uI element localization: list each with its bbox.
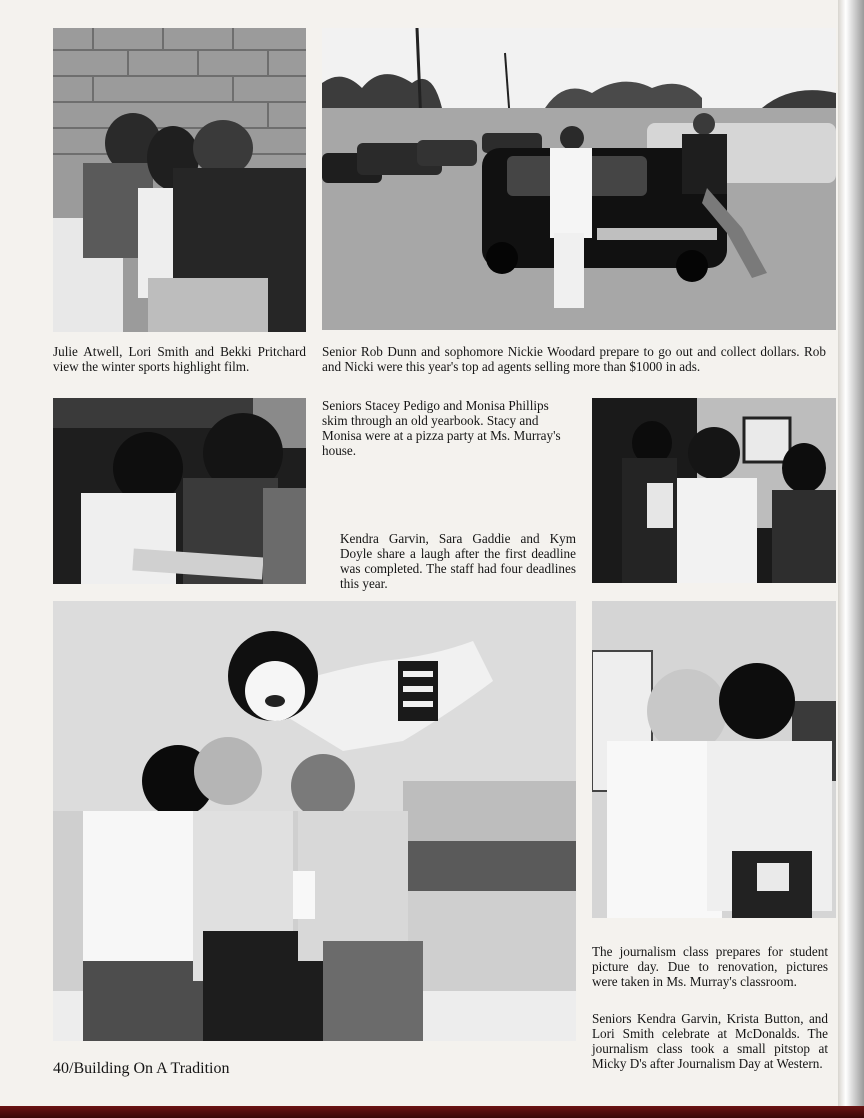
caption-mcdonalds: Seniors Kendra Garvin, Krista Button, and Lori Smith celebrate at McDonalds. The journalism class took a small pitstop at Micky D's after Journalism Day at Western. bbox=[592, 1011, 828, 1071]
page-edge-bottom bbox=[0, 1106, 864, 1118]
caption-deadline: Kendra Garvin, Sara Gaddie and Kym Doyle share a laugh after the first deadline was completed. The staff had four deadlines this year. bbox=[340, 531, 576, 591]
caption-ad-agents: Senior Rob Dunn and sophomore Nickie Woodard prepare to go out and collect dollars. Rob and Nicki were this year's top ad agents selling more than $1000 in ads. bbox=[322, 344, 826, 374]
photo-ad-agents bbox=[322, 28, 836, 330]
photo-pizza-party bbox=[592, 398, 836, 583]
photo-picture-day bbox=[592, 601, 836, 918]
page-folio: 40/Building On A Tradition bbox=[53, 1060, 230, 1077]
photo-winter-film bbox=[53, 28, 306, 332]
caption-yearbook: Seniors Stacey Pedigo and Monisa Phillips skim through an old yearbook. Stacy and Monisa were at a pizza party at Ms. Murray's house. bbox=[322, 398, 561, 458]
caption-winter-film: Julie Atwell, Lori Smith and Bekki Pritchard view the winter sports highlight film. bbox=[53, 344, 306, 374]
photo-mcdonalds bbox=[53, 601, 576, 1041]
page-edge-right bbox=[838, 0, 864, 1118]
caption-picture-day: The journalism class prepares for student picture day. Due to renovation, pictures were taken in Ms. Murray's classroom. bbox=[592, 944, 828, 989]
photo-yearbook bbox=[53, 398, 306, 584]
